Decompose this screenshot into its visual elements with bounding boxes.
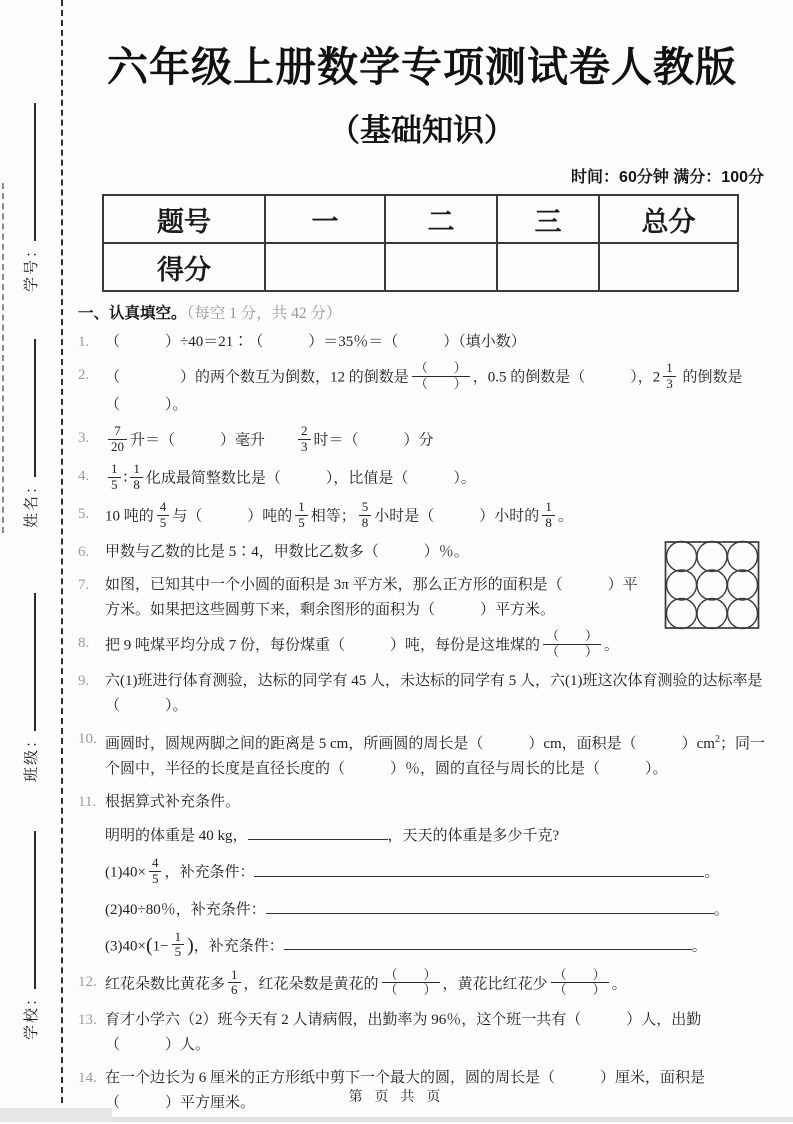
- question-number: 11.: [78, 794, 97, 811]
- score-cell: [385, 243, 497, 291]
- text-run: 。: [713, 901, 729, 918]
- question-number: 9.: [78, 673, 90, 690]
- question: [78, 360, 766, 418]
- fraction-denominator: 8: [133, 476, 140, 492]
- question-number: 12.: [78, 973, 97, 990]
- name-field: [20, 339, 41, 528]
- question-number: 13.: [78, 1011, 97, 1028]
- question-list: [78, 330, 766, 1116]
- question-number: 7.: [78, 577, 90, 594]
- text-run: 。: [611, 976, 627, 993]
- paper-title: 六年级上册数学专项测试卷人教版: [107, 44, 737, 90]
- fraction: [295, 500, 308, 530]
- score-cell: [265, 243, 385, 291]
- question: [78, 669, 766, 719]
- text-run: 甲数与乙数的比是 5∶4，甲数比乙数多（ ）％。: [105, 544, 469, 561]
- fraction-denominator: 5: [298, 514, 305, 530]
- text-run: ，补充条件：: [193, 938, 284, 955]
- fraction-numerator: （ ）: [412, 361, 470, 377]
- score-row-label: 得分: [103, 243, 265, 291]
- text-run: ，补充条件：: [164, 864, 255, 881]
- text-run: 。: [691, 938, 707, 955]
- question: [78, 461, 766, 494]
- score-table-score-row: [103, 243, 738, 291]
- fill-blank: [284, 935, 692, 950]
- question-line: [105, 573, 638, 623]
- question: [78, 573, 638, 623]
- fraction-denominator: （ ）: [384, 982, 437, 998]
- section-header: [78, 301, 766, 323]
- student-id-blank: [21, 103, 36, 241]
- question: [78, 499, 766, 532]
- text-run: 升＝（ ）毫升: [130, 432, 296, 449]
- class-label: 班级：: [23, 730, 40, 782]
- circles-in-square-figure: [664, 540, 760, 630]
- fraction-denominator: 5: [111, 476, 118, 492]
- superscript: 2: [714, 734, 720, 746]
- question-subline: [105, 824, 766, 849]
- text-run: 小时是（ ）小时的: [374, 508, 540, 525]
- fraction-numerator: 4: [157, 500, 170, 516]
- text-run: 六(1)班进行体育测验，达标的同学有 45 人，未达标的同学有 5 人，六(1)班这次体育测验的达标率是（ ）。: [105, 673, 763, 715]
- text-run: ，红花朵数是黄花的: [243, 976, 379, 993]
- question-line: [105, 330, 766, 355]
- fraction: [149, 856, 162, 886]
- text-run: 育才小学六（2）班今天有 2 人请病假，出勤率为 96％，这个班一共有（ ）人，出勤（ ）人。: [105, 1011, 702, 1053]
- fill-blank: [254, 862, 704, 877]
- blank-fraction: [543, 629, 601, 659]
- text-run: 根据算式补充条件。: [105, 794, 241, 811]
- text-run: 明明的体重是 40 kg，: [105, 828, 248, 845]
- text-run: ∶: [123, 470, 128, 487]
- text-run: 的倒数是（ ）。: [105, 369, 743, 414]
- class-blank: [21, 593, 36, 731]
- paper-content: [78, 0, 766, 1124]
- fraction: [108, 462, 121, 492]
- fraction: [298, 424, 311, 454]
- question: [78, 540, 638, 565]
- text-run: 化成最简整数比是（ ），比值是（ ）。: [145, 470, 476, 487]
- question-line: [105, 499, 766, 532]
- text-run: (3)40×: [105, 938, 146, 955]
- score-table: [102, 194, 739, 292]
- question: [78, 790, 766, 961]
- blank-fraction: [551, 968, 609, 998]
- text-run: ，0.5 的倒数是（ ），2: [472, 369, 661, 386]
- fraction-denominator: 6: [231, 982, 238, 998]
- text-run: 在一个边长为 6 厘米的正方形纸中剪下一个最大的圆，圆的周长是（ ）厘米，面积是（ ）平方厘米。: [105, 1069, 706, 1111]
- fraction-denominator: 3: [666, 375, 673, 391]
- fraction-denominator: 20: [111, 438, 124, 454]
- school-blank: [21, 831, 36, 989]
- fraction-denominator: 5: [151, 871, 159, 887]
- text-run: 。: [704, 864, 720, 881]
- text-run: ，天天的体重是多少千克?: [387, 828, 560, 845]
- score-table-header-cell: 总分: [599, 195, 738, 243]
- name-blank: [21, 339, 36, 477]
- text-run: （ ）的两个数互为倒数，12 的倒数是: [105, 369, 409, 386]
- fraction-numerator: 1: [108, 462, 121, 478]
- fraction-numerator: 1: [295, 500, 308, 516]
- text-run: 。: [557, 508, 573, 525]
- question-number: 14.: [78, 1069, 97, 1086]
- text-run: ，黄花比红花少: [442, 976, 548, 993]
- fraction: [130, 462, 143, 492]
- fraction-numerator: 7: [108, 424, 127, 440]
- score-table-header-cell: 二: [385, 195, 497, 243]
- text-run: ；同一个圆中，半径的长度是直径长度的（ ）％，圆的直径与周长的比是（ ）。: [105, 736, 765, 778]
- fraction-numerator: 4: [149, 856, 162, 872]
- score-table-header-cell: 一: [265, 195, 385, 243]
- question-line: [105, 461, 766, 494]
- question-subline: [105, 928, 766, 962]
- fraction-denominator: （ ）: [553, 982, 606, 998]
- fraction: [359, 500, 372, 530]
- score-table-header-row: [103, 195, 738, 243]
- text-run: 与（ ）吨的: [172, 508, 293, 525]
- page-edge-dashed-line: [2, 183, 4, 533]
- big-parenthesis: ): [187, 934, 194, 957]
- fraction-denominator: 5: [159, 514, 167, 530]
- fraction: [157, 500, 170, 530]
- section-title: 一、认真填空。: [78, 305, 187, 322]
- score-cell: [599, 243, 738, 291]
- blank-fraction: [412, 361, 470, 391]
- question: [78, 330, 766, 355]
- fraction-denominator: （ ）: [414, 375, 467, 391]
- question: [78, 423, 766, 456]
- question-number: 10.: [78, 731, 97, 748]
- page-footer: 第 页 共 页: [348, 1088, 445, 1104]
- name-label: 姓名：: [23, 476, 40, 528]
- fraction-numerator: 1: [130, 462, 143, 478]
- paper-subtitle: （基础知识）: [329, 113, 515, 148]
- fraction-denominator: 5: [174, 944, 182, 960]
- section-note: （每空 1 分，共 42 分）: [186, 305, 342, 322]
- question-number: 5.: [78, 506, 90, 523]
- student-id-label: 学号：: [23, 240, 40, 292]
- text-run: 把 9 吨煤平均分成 7 份，每份煤重（ ）吨，每份是这堆煤的: [105, 637, 541, 654]
- question: [78, 1008, 766, 1058]
- fraction-numerator: 1: [228, 968, 241, 984]
- fraction-numerator: 2: [298, 424, 311, 440]
- fraction: [172, 930, 185, 960]
- question-line: [105, 423, 766, 456]
- question-line: [105, 966, 766, 1000]
- fraction-denominator: 3: [301, 438, 308, 454]
- fraction-numerator: 1: [172, 930, 185, 946]
- text-run: 1−: [152, 938, 169, 955]
- fraction-numerator: 5: [359, 500, 372, 516]
- student-id-field: [20, 103, 41, 292]
- question-line: [105, 628, 766, 661]
- text-run: 如图，已知其中一个小圆的面积是 3π 平方米，那么正方形的面积是（ ）平方米。如果把这些圆剪下来，剩余图形的面积为（ ）平方米。: [105, 577, 638, 619]
- question: [78, 727, 766, 782]
- fraction-numerator: 1: [542, 500, 555, 516]
- question-line: [105, 790, 766, 815]
- fraction-denominator: 8: [545, 514, 552, 530]
- question-number: 2.: [78, 367, 90, 383]
- question-subline: [105, 855, 766, 888]
- fraction-numerator: （ ）: [543, 629, 601, 645]
- score-table-header-cell: 题号: [103, 195, 265, 243]
- score-table-header-cell: 三: [497, 195, 599, 243]
- text-run: 。: [604, 637, 620, 654]
- text-run: 10 吨的: [105, 508, 154, 525]
- blank-fraction: [382, 968, 440, 998]
- fill-blank: [248, 825, 388, 840]
- fraction: [663, 361, 676, 391]
- question-line: [105, 360, 766, 418]
- figure-question-group: [78, 540, 766, 661]
- fraction-numerator: （ ）: [382, 968, 440, 984]
- seal-dashed-line: [61, 0, 63, 1103]
- fraction-numerator: 1: [663, 361, 676, 377]
- text-run: （ ）÷40＝21∶（ ）＝35％＝（ ）（填小数）: [105, 334, 526, 350]
- fraction-denominator: 8: [361, 514, 369, 530]
- question-line: [105, 727, 766, 782]
- fraction: [542, 500, 555, 530]
- question-number: 1.: [78, 334, 90, 350]
- school-label: 学校：: [23, 988, 40, 1040]
- fill-blank: [266, 899, 714, 914]
- school-field: [20, 831, 41, 1040]
- big-parenthesis: (: [145, 934, 153, 957]
- fraction-numerator: （ ）: [551, 968, 609, 984]
- text-run: 红花朵数比黄花多: [105, 976, 226, 993]
- question-subline: [105, 898, 766, 923]
- text-run: (1)40×: [105, 864, 146, 881]
- question-number: 3.: [78, 430, 90, 447]
- fraction: [228, 968, 241, 998]
- question-line: [105, 669, 766, 719]
- text-run: 相等；: [310, 508, 356, 525]
- question-number: 4.: [78, 468, 90, 485]
- question-line: [105, 540, 638, 565]
- class-field: [20, 593, 41, 782]
- text-run: 时＝（ ）分: [313, 432, 434, 449]
- question-line: [105, 1008, 766, 1058]
- score-cell: [497, 243, 599, 291]
- text-run: 画圆时，圆规两脚之间的距离是 5 cm，所画圆的周长是（ ）cm，面积是（ ）cm: [105, 736, 715, 753]
- question: [78, 966, 766, 1000]
- question-number: 6.: [78, 544, 90, 561]
- question: [78, 628, 766, 661]
- fraction-denominator: （ ）: [546, 643, 599, 659]
- fraction: [108, 424, 127, 454]
- question-number: 8.: [78, 635, 90, 652]
- time-score-info: 时间：60分钟 满分：100分: [571, 169, 764, 186]
- text-run: (2)40÷80％，补充条件：: [105, 901, 266, 918]
